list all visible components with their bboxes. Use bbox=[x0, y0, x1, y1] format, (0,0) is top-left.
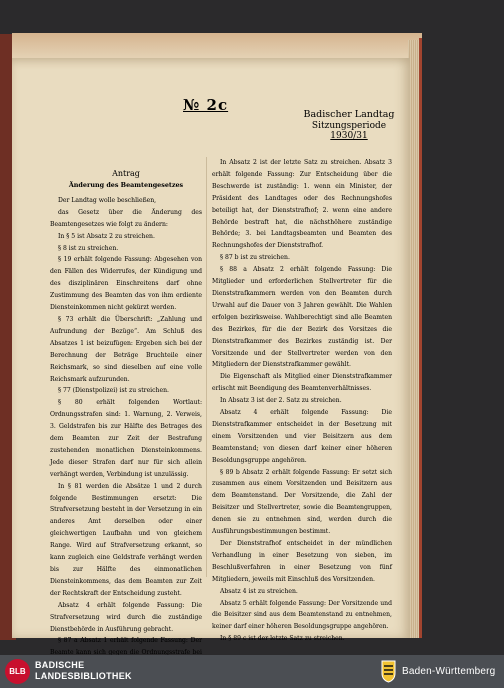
blb-logo[interactable]: BLB bbox=[5, 659, 30, 684]
paragraph: Absatz 5 erhält folgende Fassung: Der Vorsitzende und die Beisitzer sind aus dem Beamtenstand zu entnehmen, keiner darf einer höheren Besoldungsgruppe angehören. bbox=[212, 599, 392, 631]
paragraph: § 73 erhält die Überschrift: „Zahlung und Aufrundung der Bezüge“. Am Schluß des Absatzes 1 ist beizufügen: Ergeben sich bei der Berechnung der Beträge Bruchteile einer Reichsmark, so sind dieselben auf eine volle Reichsmark aufzurunden. bbox=[50, 315, 202, 383]
paragraph: Absatz 4 erhält folgende Fassung: Die Strafversetzung wird durch die zuständige Dienstbehörde in Ausführung gebracht. bbox=[50, 601, 202, 633]
footer-bar bbox=[0, 655, 504, 688]
session-label: Sitzungsperiode bbox=[311, 120, 387, 131]
motion-subtitle: Änderung des Beamtengesetzes bbox=[68, 181, 184, 189]
paragraph: Absatz 4 ist zu streichen. bbox=[220, 587, 298, 595]
cover-spine bbox=[419, 38, 422, 638]
page-top-edge bbox=[12, 33, 422, 59]
document-number: № 2c bbox=[183, 96, 229, 114]
paragraph: § 88 a Absatz 2 erhält folgende Fassung: Die Mitglieder und erforderlichen Stellvertreter für die Dienststrafkammern werden von den Beamten durch Urwahl auf die Dauer von 3 Jahren gewählt. Die Wahlen erfolgen bezirksweise. Wahlberechtigt sind alle Beamten des Bezirkes, für die der Bezirk des Vorsitzes die Dienststrafkammer des Bezirkes zuständig ist. Der Vorsitzende und der Stellvertreter werden von den Mitgliedern der Dienststrafkammer gewählt. bbox=[212, 266, 392, 369]
paragraph: § 87 a Absatz 1 erhält folgende Fassung: Der Beamte kann sich gegen die Ordnungsstrafe bei bbox=[50, 637, 202, 655]
motion-title: Antrag bbox=[112, 169, 140, 178]
paragraph: § 19 erhält folgende Fassung: Abgesehen von den Fällen des Widerrufes, der Kündigung und des disziplinären Einschreitens darf ohne Zustimmung des Beamten das von ihm erdiente Diensteinkommen nicht gekürzt werden. bbox=[50, 256, 202, 312]
paragraph: In § 89 c ist der letzte Satz zu streichen. bbox=[220, 635, 345, 643]
paragraph: § 87 b ist zu streichen. bbox=[220, 254, 290, 262]
right-column bbox=[212, 157, 392, 645]
paragraph: § 8 ist zu streichen. bbox=[58, 244, 119, 252]
paragraph: Der Dienststrafhof entscheidet in der mündlichen Verhandlung in einer Besetzung von sieben, im Beschlußverfahren in einer Besetzung von fünf Mitgliedern, jeweils mit Einschluß des Vorsitzenden. bbox=[212, 540, 392, 583]
session-block bbox=[303, 110, 395, 142]
paragraph: § 89 b Absatz 2 erhält folgende Fassung: Er setzt sich zusammen aus einem Vorsitzenden und Beisitzern aus dem Beamtenstand. Der Vorsitzende, die Zahl der Beisitzer und Stellvertreter, sowie die Beamtengruppen, denen sie zu entnehmen sind, werden durch die Ausführungsbestimmungen bestimmt. bbox=[212, 468, 392, 536]
library-name-line1: BADISCHE bbox=[35, 660, 85, 670]
column-divider bbox=[206, 157, 207, 577]
paragraph: § 80 erhält folgenden Wortlaut: Ordnungsstrafen sind: 1. Warnung, 2. Verweis, 3. Geldstrafen bis zur Hälfte des Betrages des dem Beamten zur Zeit der Bestrafung zustehenden monatlichen Diensteinkommens. Jede dieser Strafen darf nur für sich allein verhängt werden, Verbindung ist unzulässig. bbox=[50, 399, 202, 478]
paragraph: In § 5 ist Absatz 2 zu streichen. bbox=[58, 232, 155, 240]
session-period: 1930/31 bbox=[330, 131, 368, 141]
library-name-line2: LANDESBIBLIOTHEK bbox=[35, 671, 132, 681]
state-name[interactable]: Baden-Württemberg bbox=[402, 666, 496, 677]
session-org: Badischer Landtag bbox=[303, 109, 395, 120]
paragraph: Absatz 4 erhält folgende Fassung: Die Dienststrafkammer entscheidet in der Besetzung mit einem Vorsitzenden und vier Beisitzern aus dem Beamtenstand; von diesen darf keiner einer höheren Besoldungsgruppe angehören. bbox=[212, 409, 392, 464]
paragraph: In Absatz 3 ist der 2. Satz zu streichen. bbox=[220, 397, 342, 405]
paragraph: § 77 (Dienstpolizei) ist zu streichen. bbox=[58, 387, 169, 395]
paragraph: Die Eigenschaft als Mitglied einer Dienststrafkammer erlischt mit Beendigung des Beamtenverhältnisses. bbox=[212, 373, 392, 393]
library-name[interactable] bbox=[35, 660, 132, 682]
paragraph: In Absatz 2 ist der letzte Satz zu streichen. Absatz 3 erhält folgende Fassung: Zur Entscheidung über die Beschwerde ist zuständig: 1. wenn ein Minister, der Präsident des Landtages oder des Rechnungshofes beteiligt hat, der Dienststrafhof; 2. wenn eine andere Behörde bestraft hat, die nächsthöhere zuständige Behörde; 3. bei Landtagsbeamten und Beamten des Rechnungshofes der Dienststrafhof. bbox=[212, 159, 392, 250]
paragraph: In § 81 werden die Absätze 1 und 2 durch folgende Bestimmungen ersetzt: Die Strafversetzung besteht in der Versetzung in ein anderes Amt derselben oder einer gleichwertigen Laufbahn und von gleichem Range. Wird auf Strafversetzung erkannt, so kann zugleich eine Geldstrafe verhängt werden bis zur Hälfte des einmonatlichen Diensteinkommens, das dem Beamten zur Zeit der Rechtskraft der Entscheidung zusteht. bbox=[50, 482, 202, 597]
paragraph: das Gesetz über die Änderung des Beamtengesetzes wie folgt zu ändern: bbox=[50, 208, 202, 228]
paragraph: Der Landtag wolle beschließen, bbox=[58, 196, 157, 204]
baden-wuerttemberg-crest-icon[interactable] bbox=[380, 659, 397, 683]
left-column bbox=[50, 164, 202, 655]
